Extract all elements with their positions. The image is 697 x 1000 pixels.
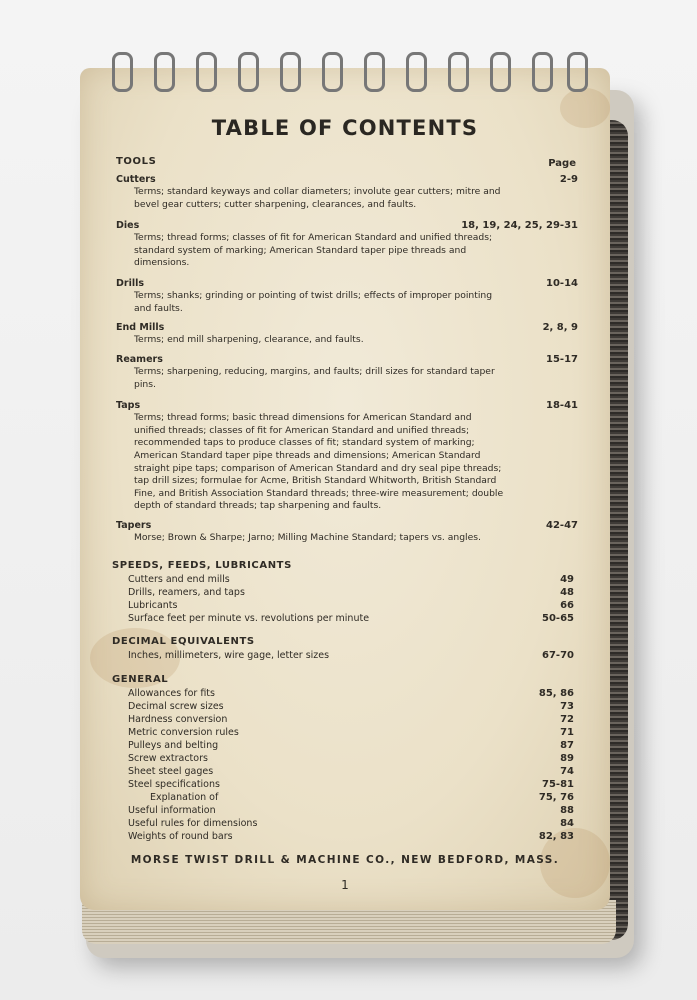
entry-name: Drills [116,278,144,289]
row-label: Weights of round bars [128,831,233,842]
toc-entry-reamers [116,354,578,391]
toc-entry-dies [116,220,578,270]
toc-entry-tapers [116,520,578,545]
entry-pages: 10-14 [546,278,578,289]
spiral-binding [112,52,582,92]
row-label: Useful information [128,805,216,816]
toc-row [128,600,574,613]
entry-description: Terms; end mill sharpening, clearance, and faults. [134,334,364,346]
toc-entry-drills [116,278,578,315]
toc-row [128,779,574,792]
page-column-heading: Page [548,158,576,169]
row-label: Explanation of [150,792,219,803]
entry-name: Reamers [116,354,163,365]
entry-description: Morse; Brown & Sharpe; Jarno; Milling Machine Standard; tapers vs. angles. [134,532,481,544]
row-pages: 48 [560,587,574,598]
toc-row [128,792,574,805]
row-pages: 71 [560,727,574,738]
toc-row [128,714,574,727]
entry-pages: 2-9 [559,174,578,185]
tools-heading: TOOLS [116,156,157,167]
row-label: Steel specifications [128,779,220,790]
entry-name: Dies [116,220,140,231]
spiral-coil [532,52,553,92]
row-label: Cutters and end mills [128,574,230,585]
spiral-coil [112,52,133,92]
entry-pages: 15-17 [546,354,578,365]
entry-pages: 2, 8, 9 [542,322,578,333]
toc-row [128,650,574,663]
row-label: Hardness conversion [128,714,228,725]
spiral-coil [238,52,259,92]
row-pages: 67-70 [542,650,574,661]
entry-name: Tapers [116,520,152,531]
toc-row [128,766,574,779]
row-pages: 74 [560,766,574,777]
entry-description: Terms; shanks; grinding or pointing of twist drills; effects of improper pointing and faults. [134,290,493,314]
entry-description: Terms; sharpening, reducing, margins, and faults; drill sizes for standard taper pins. [134,366,495,390]
spiral-coil [567,52,588,92]
row-pages: 87 [560,740,574,751]
toc-entry-cutters [116,174,578,211]
row-pages: 72 [560,714,574,725]
toc-entry-end-mills [116,322,578,347]
spiral-coil [154,52,175,92]
spiral-coil [490,52,511,92]
row-label: Sheet steel gages [128,766,214,777]
entry-name: End Mills [116,322,165,333]
row-label: Inches, millimeters, wire gage, letter sizes [128,650,330,661]
spiral-coil [196,52,217,92]
row-label: Drills, reamers, and taps [128,587,245,598]
entry-name: Cutters [116,174,156,185]
toc-row [128,688,574,701]
spiral-coil [280,52,301,92]
toc-row [128,831,574,844]
entry-pages: 18-41 [546,400,578,411]
row-label: Pulleys and belting [128,740,219,751]
row-label: Surface feet per minute vs. revolutions per minute [128,613,370,624]
row-pages: 84 [560,818,574,829]
spiral-coil [406,52,427,92]
entry-pages: 42-47 [546,520,578,531]
toc-row [128,574,574,587]
entry-description: Terms; thread forms; basic thread dimensions for American Standard and unified threads; classes of fit for American Standard and unified threads; recommended taps to produce classes of fit; standard system of marking; American Standard taper pipe threads and dimensions; American Standard straight pipe taps; comparison of American Standard and dry seal pipe threads; tap drill sizes; formulae for Acme, British Standard Whitworth, British Standard Fine, and British Association Standard threads; three-wire measurement; double depth of standard threads; tap sharpening and faults. [134,412,504,512]
spiral-coil [364,52,385,92]
toc-entry-taps [116,400,578,513]
toc-row [128,740,574,753]
toc-row [128,805,574,818]
row-pages: 88 [560,805,574,816]
page-title: TABLE OF CONTENTS [211,116,479,140]
row-pages: 82, 83 [538,831,574,842]
section-heading-speeds: SPEEDS, FEEDS, LUBRICANTS [112,560,292,571]
row-pages: 75-81 [542,779,574,790]
row-label: Metric conversion rules [128,727,239,738]
publisher-footer: MORSE TWIST DRILL & MACHINE CO., NEW BEDFORD, MASS. [130,854,560,866]
row-pages: 89 [560,753,574,764]
row-label: Screw extractors [128,753,208,764]
spiral-coil [448,52,469,92]
row-pages: 73 [560,701,574,712]
toc-row [128,587,574,600]
row-pages: 50-65 [542,613,574,624]
row-label: Lubricants [128,600,178,611]
toc-row [128,753,574,766]
spiral-coil [322,52,343,92]
row-pages: 85, 86 [538,688,574,699]
toc-row [128,701,574,714]
row-label: Useful rules for dimensions [128,818,258,829]
section-heading-decimal: DECIMAL EQUIVALENTS [112,636,255,647]
row-label: Decimal screw sizes [128,701,224,712]
toc-row [128,818,574,831]
section-heading-general: GENERAL [112,674,169,685]
row-label: Allowances for fits [128,688,215,699]
row-pages: 66 [560,600,574,611]
row-pages: 75, 76 [538,792,574,803]
toc-row [128,613,574,626]
entry-name: Taps [116,400,141,411]
entry-description: Terms; standard keyways and collar diameters; involute gear cutters; mitre and bevel gear cutters; cutter sharpening, clearances, and faults. [134,186,501,210]
entry-description: Terms; thread forms; classes of fit for American Standard and unified threads; standard system of marking; American Standard taper pipe threads and dimensions. [134,232,493,269]
row-pages: 49 [560,574,574,585]
toc-row [128,727,574,740]
page-number: 1 [341,878,349,892]
entry-pages: 18, 19, 24, 25, 29-31 [461,220,578,231]
